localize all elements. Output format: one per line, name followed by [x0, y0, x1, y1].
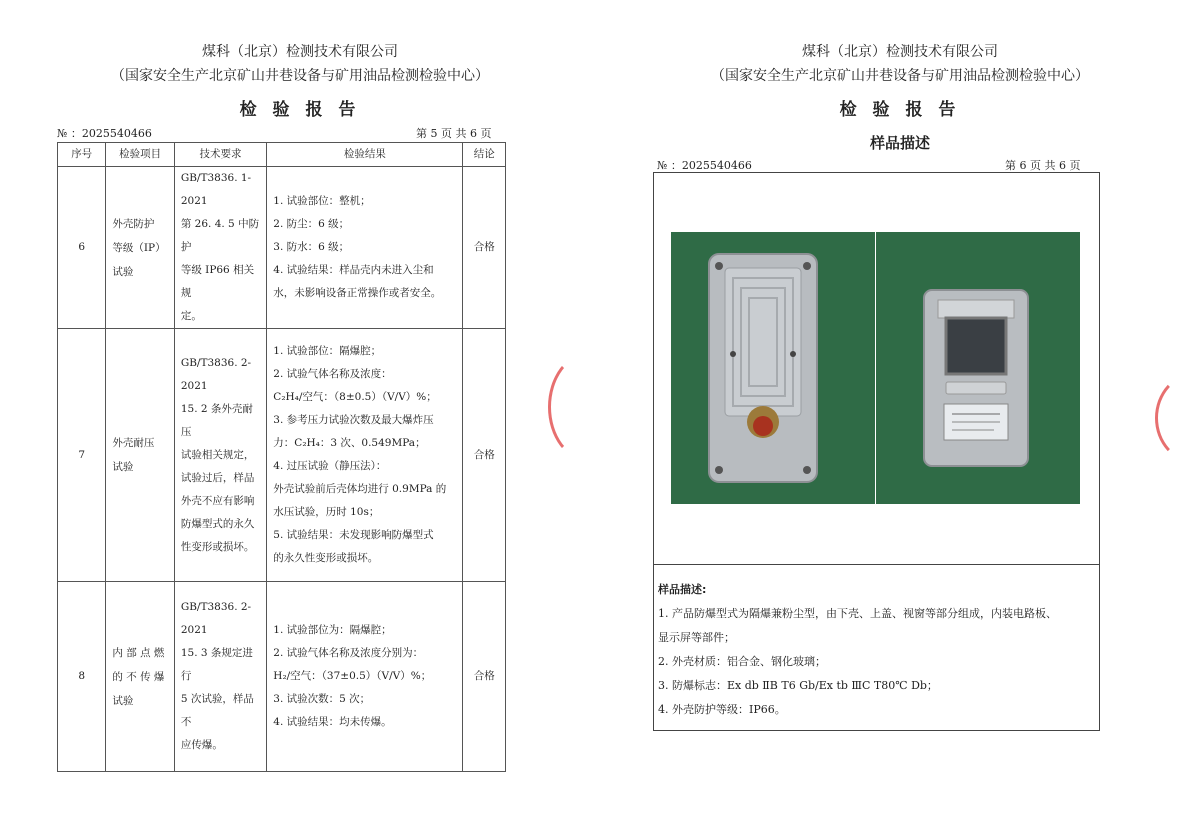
sample-description	[658, 578, 1098, 722]
result-line: 2. 试验气体名称及浓度：	[273, 368, 392, 380]
description-line-2: 显示屏等部件；	[658, 631, 735, 644]
row-requirement	[174, 167, 266, 329]
result-line: C₂H₄/空气：（8±0.5）（V/V）%；	[273, 391, 437, 403]
item-line: 试验	[112, 694, 134, 707]
result-line: 1. 试验部位为：隔爆腔；	[273, 624, 392, 636]
table-header	[58, 143, 506, 167]
row-requirement	[174, 582, 266, 772]
description-line-1: 1. 产品防爆型式为隔爆兼粉尘型，由下壳、上盖、视窗等部分组成，内装电路板、	[658, 607, 1057, 620]
req-line: 15. 2 条外壳耐压	[180, 402, 253, 438]
inspection-table	[57, 142, 506, 772]
req-line: 防爆型式的永久	[180, 517, 255, 530]
row-verdict: 合格	[463, 582, 506, 772]
row-result	[267, 582, 463, 772]
result-line: H₂/空气：（37±0.5）（V/V）%；	[273, 670, 432, 682]
center-name: （国家安全生产北京矿山井巷设备与矿用油品检测检验中心）	[711, 68, 1089, 84]
page-indicator: 第 5 页 共 6 页	[416, 127, 492, 140]
item-line: 的 不 传 爆	[112, 670, 165, 683]
req-line: 等级 IP66 相关规	[180, 264, 255, 299]
result-line: 1. 试验部位：整机；	[273, 195, 371, 207]
result-line: 3. 参考压力试验次数及最大爆炸压	[273, 414, 434, 426]
row-requirement	[174, 329, 266, 582]
result-line: 3. 防水：6 级；	[273, 241, 350, 253]
row-item	[106, 329, 174, 582]
req-line: GB/T3836. 1-2021	[180, 172, 252, 207]
item-line: 试验	[112, 265, 134, 278]
req-line: 应传爆。	[180, 739, 223, 751]
report-number: № ：2025540466	[657, 159, 752, 172]
col-requirement: 技术要求	[174, 143, 266, 167]
description-line-3: 2. 外壳材质：铝合金、钢化玻璃；	[658, 655, 826, 668]
sample-photo-front	[876, 232, 1080, 504]
item-line: 外壳防护	[112, 217, 155, 230]
result-line: 4. 过压试验（静压法）：	[273, 460, 387, 472]
table-row	[58, 582, 506, 772]
row-item	[106, 167, 174, 329]
center-name: （国家安全生产北京矿山井巷设备与矿用油品检测检验中心）	[111, 68, 489, 84]
result-line: 2. 试验气体名称及浓度分别为：	[273, 647, 424, 659]
result-line: 力：C₂H₄：3 次、0.549MPa；	[273, 437, 426, 449]
req-line: 外壳不应有影响	[180, 494, 255, 507]
section-title: 样品描述	[869, 134, 930, 152]
result-line: 5. 试验结果：未发现影响防爆型式	[273, 529, 434, 541]
description-line-5: 4. 外壳防护等级：IP66。	[658, 703, 786, 716]
row-verdict: 合格	[463, 167, 506, 329]
item-line: 等级（IP）	[112, 241, 166, 254]
report-number: № ：2025540466	[57, 127, 152, 140]
req-line: 试验过后，样品	[180, 471, 255, 484]
page-indicator: 第 6 页 共 6 页	[1005, 159, 1081, 172]
company-name: 煤科（北京）检测技术有限公司	[202, 44, 398, 60]
req-line: GB/T3836. 2-2021	[180, 356, 252, 392]
table-row	[58, 329, 506, 582]
col-item: 检验项目	[106, 143, 174, 167]
req-line: 5 次试验，样品不	[180, 693, 254, 728]
result-line: 的永久性变形或损坏。	[273, 552, 379, 564]
result-line: 4. 试验结果：样品壳内未进入尘和	[273, 264, 434, 276]
result-line: 外壳试验前后壳体均进行 0.9MPa 的	[273, 483, 447, 495]
sample-photo-back	[671, 232, 875, 504]
row-number: 8	[58, 582, 106, 772]
description-title: 样品描述:	[658, 583, 707, 596]
table-row	[58, 167, 506, 329]
result-line: 水，未影响设备正常操作或者安全。	[273, 287, 442, 299]
req-line: 定。	[180, 310, 202, 322]
row-number: 6	[58, 167, 106, 329]
row-result	[267, 329, 463, 582]
row-result	[267, 167, 463, 329]
result-line: 3. 试验次数：5 次；	[273, 693, 371, 705]
report-title: 检 验 报 告	[239, 100, 361, 120]
req-line: GB/T3836. 2-2021	[180, 601, 252, 636]
item-line: 试验	[112, 461, 134, 473]
req-line: 性变形或损坏。	[180, 540, 255, 553]
col-no: 序号	[58, 143, 106, 167]
col-result: 检验结果	[267, 143, 463, 167]
item-line: 外壳耐压	[112, 437, 155, 449]
result-line: 2. 防尘：6 级；	[273, 218, 350, 230]
result-line: 水压试验，历时 10s；	[273, 506, 380, 518]
req-line: 试验相关规定，	[180, 448, 255, 461]
result-line: 4. 试验结果：均未传爆。	[273, 716, 392, 728]
item-line: 内 部 点 燃	[112, 646, 165, 659]
row-item	[106, 582, 174, 772]
col-verdict: 结论	[463, 143, 506, 167]
result-line: 1. 试验部位：隔爆腔；	[273, 345, 382, 357]
row-verdict: 合格	[463, 329, 506, 582]
company-name: 煤科（北京）检测技术有限公司	[802, 44, 998, 60]
req-line: 第 26. 4. 5 中防护	[180, 218, 260, 253]
row-number: 7	[58, 329, 106, 582]
req-line: 15. 3 条规定进行	[180, 647, 253, 682]
report-title: 检 验 报 告	[839, 100, 961, 120]
description-line-4: 3. 防爆标志：Ex db ⅡB T6 Gb/Ex tb ⅢC T80℃ Db；	[658, 679, 938, 692]
